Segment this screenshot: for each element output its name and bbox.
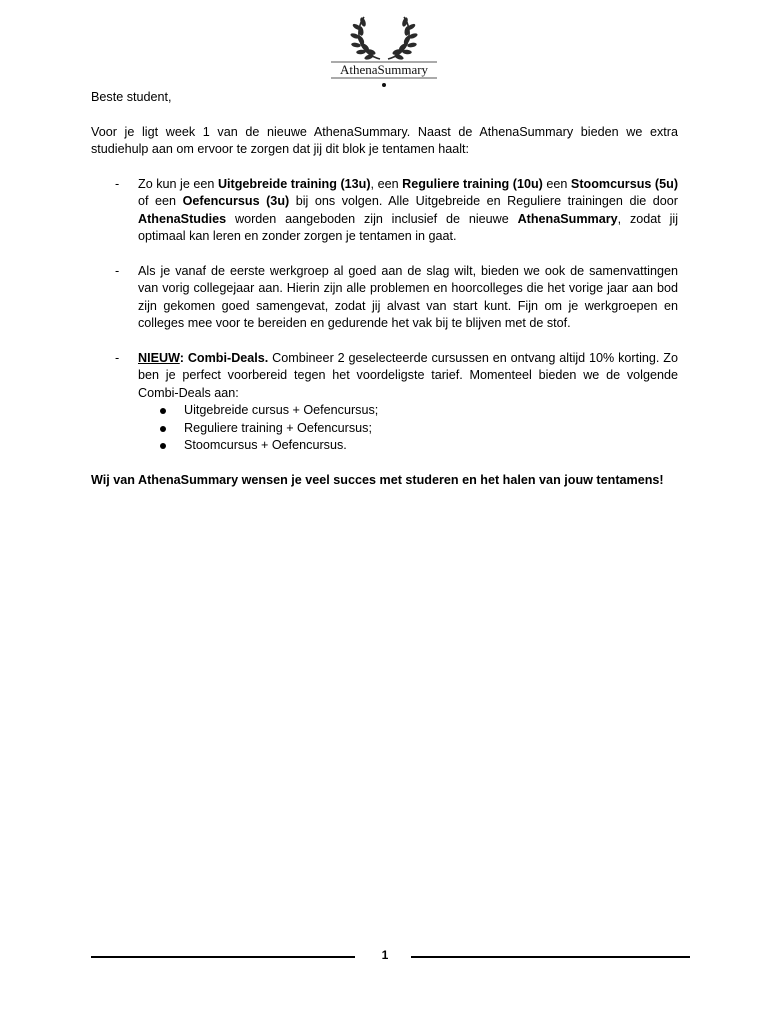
summaries-text: Als je vanaf de eerste werkgroep al goed aan de slag wilt, bieden we ook de samenvattingen van vorig collegejaar aan. Hierin zijn alle problemen en hoorcolleges die het vorige jaar aan bod zijn gekomen goed samengevat, zodat jij alvast van start kunt. Fijn om je werkgroepen en colleges mee voor te bereiden en gedurende het vak bij te blijven met de stof. (138, 264, 678, 331)
closing-line: Wij van AthenaSummary wensen je veel succes met studeren en het halen van jouw tentamens! (91, 472, 664, 487)
intro-paragraph: Voor je ligt week 1 van de nieuwe AthenaSummary. Naast de AthenaSummary bieden we extra studiehulp aan om ervoor te zorgen dat jij dit blok je tentamen haalt: (91, 124, 678, 157)
combi-deal-item: Reguliere training + Oefencursus; (138, 420, 678, 437)
oefencursus: Oefencursus (3u) (182, 194, 290, 209)
combi-deals-title: Combi-Deals. (183, 351, 269, 366)
list-item-combi-deals: - NIEUW: Combi-Deals. Combineer 2 geselecteerde cursussen en ontvang altijd 10% korting. Zo ben je perfect voorbereid tegen het voordeligste tarief. Momenteel bieden we de volgende Combi-Deals aan: Uitgebreide cursus + Oefencursus; Reguliere training + Oefencursus; Stoomcursus + Oefencursus. (91, 350, 678, 454)
combi-deals-list (138, 402, 678, 454)
footer-rule-left (91, 956, 355, 958)
athenasummary-logo (330, 14, 438, 90)
uitgebreide-training: Uitgebreide training (13u) (217, 177, 371, 191)
athenasummary-name: AthenaSummary (517, 211, 618, 226)
athenastudies: AthenaStudies (138, 211, 227, 226)
combi-deals-text: Combineer 2 geselecteerde cursussen en ontvang altijd 10% korting. Zo ben je perfect voorbereid tegen het voordeligste tarief. Momenteel bieden we de volgende Combi-Deals aan: (138, 351, 678, 400)
dash-marker: - (115, 264, 120, 279)
logo-wordmark: AthenaSummary (339, 62, 429, 77)
letter-body (91, 89, 678, 489)
bullet-icon (160, 443, 166, 449)
new-label: NIEUW (138, 351, 180, 366)
bullet-icon (160, 408, 166, 414)
combi-deal-item: Stoomcursus + Oefencursus. (138, 437, 678, 454)
dash-marker: - (115, 177, 120, 191)
dash-marker: - (115, 351, 120, 366)
reguliere-training: Reguliere training (10u) (402, 177, 543, 191)
combi-deal-item: Uitgebreide cursus + Oefencursus; (138, 402, 678, 419)
greeting: Beste student, (91, 90, 172, 104)
bullet-icon (160, 426, 166, 432)
list-item-summaries (91, 263, 678, 333)
footer-rule-right (411, 956, 690, 958)
laurel-wreath-icon (330, 14, 438, 90)
list-item-trainings: - Zo kun je een Uitgebreide training (13u), een Reguliere training (10u) een Stoomcursus (5u) of een Oefencursus (3u) bij ons volgen. Alle Uitgebreide en Reguliere trainingen die door AthenaStudies worden aangeboden zijn inclusief de nieuwe AthenaSummary, zodat jij optimaal kan leren en zonder zorgen je tentamen in gaat. (115, 177, 679, 244)
page-number: 1 (381, 948, 389, 962)
stoomcursus: Stoomcursus (5u) (570, 177, 679, 191)
